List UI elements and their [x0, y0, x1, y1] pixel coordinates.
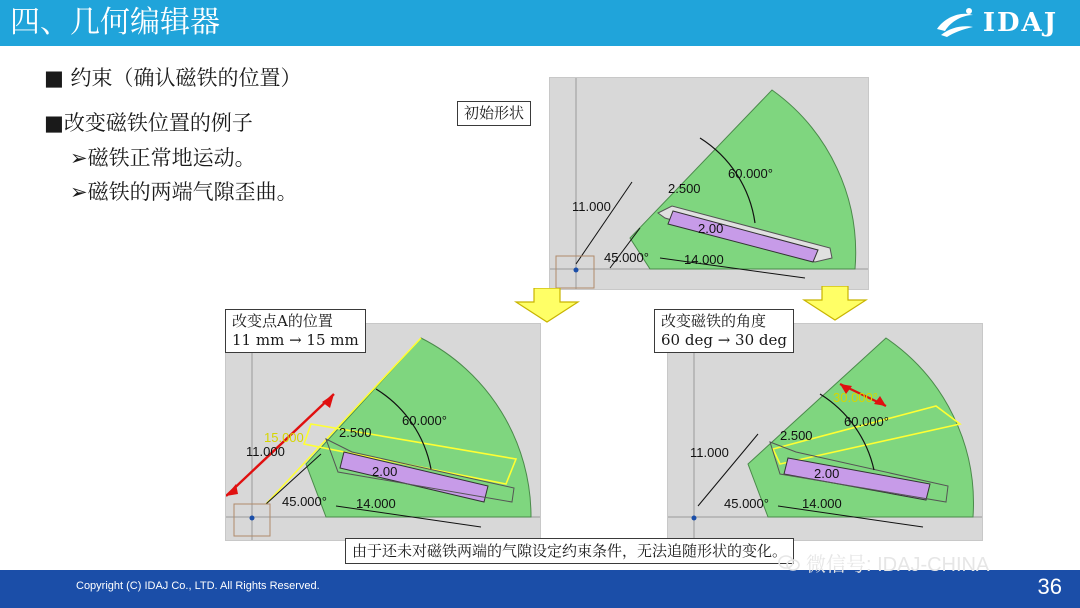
dim-angle-top: 60.000°: [844, 414, 889, 429]
idaj-logo: [933, 6, 1058, 40]
callout-rotate-magnet-line1: 改变磁铁的角度: [661, 312, 767, 330]
callout-initial: 初始形状: [457, 101, 531, 126]
down-arrow-right-icon: [800, 286, 870, 322]
wechat-icon: [778, 554, 800, 572]
watermark-text: 微信号: IDAJ-CHINA: [806, 554, 990, 576]
sub-bullet-normal: ➢磁铁正常地运动。: [70, 146, 256, 170]
bullet-constraint: ■ 约束（确认磁铁的位置）: [44, 66, 302, 90]
slide-title: 四、几何编辑器: [10, 5, 220, 40]
header-bar: [0, 0, 1080, 46]
dim-length: 14.000: [356, 496, 396, 511]
logo-text: IDAJ: [982, 8, 1058, 38]
dim-width: 2.00: [698, 221, 724, 236]
dim-angle-new: 30.000°: [833, 390, 878, 405]
move-point-geometry-drawing: [226, 324, 541, 541]
dim-gap: 2.500: [668, 181, 701, 196]
dim-width: 2.00: [814, 466, 840, 481]
dim-len-new: 15.000: [264, 430, 304, 445]
callout-move-point-line2: 11 mm → 15 mm: [232, 331, 359, 349]
figure-rotate-magnet: [667, 323, 983, 541]
callout-move-point: [225, 309, 366, 353]
callout-rotate-magnet: [654, 309, 794, 353]
dim-angle-bottom: 45.000°: [724, 496, 769, 511]
figure-move-point: [225, 323, 541, 541]
dim-gap: 2.500: [780, 428, 813, 443]
dim-len-left: 11.000: [246, 444, 285, 459]
bottom-caption: 由于还未对磁铁两端的气隙设定约束条件，无法追随形状的变化。: [345, 538, 794, 564]
down-arrow-left-icon: [512, 288, 582, 324]
wechat-watermark: [778, 548, 989, 577]
dim-angle-top: 60.000°: [402, 413, 447, 428]
callout-move-point-line1: 改变点A的位置: [232, 312, 333, 330]
rotate-magnet-geometry-drawing: [668, 324, 983, 541]
callout-rotate-magnet-line2: 60 deg → 30 deg: [661, 331, 787, 349]
dim-angle-top: 60.000°: [728, 166, 773, 181]
figure-initial-shape: [549, 77, 869, 290]
initial-geometry-drawing: [550, 78, 869, 290]
dim-gap: 2.500: [339, 425, 372, 440]
dim-width: 2.00: [372, 464, 398, 479]
dim-length: 14.000: [802, 496, 842, 511]
dim-len-left: 11.000: [572, 199, 611, 214]
sub-bullet-distorted: ➢磁铁的两端气隙歪曲。: [70, 180, 298, 204]
dim-length: 14.000: [684, 252, 724, 267]
dim-angle-bottom: 45.000°: [282, 494, 327, 509]
bullet-example: ■改变磁铁位置的例子: [44, 111, 253, 135]
logo-swoosh-icon: [933, 7, 977, 39]
dim-len-left: 11.000: [690, 445, 729, 460]
page-number: 36: [1037, 574, 1062, 599]
dim-angle-bottom: 45.000°: [604, 250, 649, 265]
copyright-text: Copyright (C) IDAJ Co., LTD. All Rights Reserved.: [76, 580, 320, 592]
